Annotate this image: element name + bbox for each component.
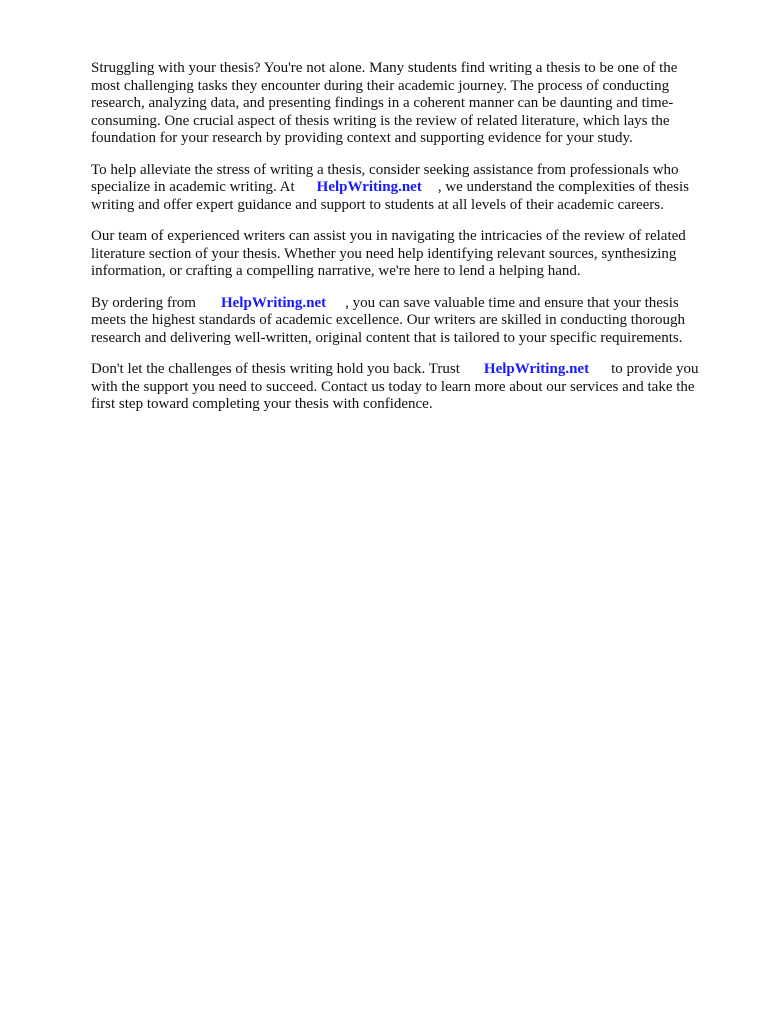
text-segment: By ordering from bbox=[91, 294, 196, 311]
text-line bbox=[91, 179, 731, 197]
text-line bbox=[91, 295, 731, 313]
text-line: information, or crafting a compelling narrative, we're here to lend a helping hand. bbox=[91, 263, 581, 279]
document-body bbox=[91, 60, 731, 428]
text-line: consuming. One crucial aspect of thesis writing is the review of related literature, which lays the bbox=[91, 112, 670, 129]
text-line: foundation for your research by providing context and supporting evidence for your study. bbox=[91, 130, 633, 146]
text-line bbox=[91, 361, 731, 379]
text-line: Struggling with your thesis? You're not alone. Many students find writing a thesis to be one of the bbox=[91, 60, 678, 76]
paragraph-assistance bbox=[91, 162, 731, 215]
text-line: To help alleviate the stress of writing a thesis, consider seeking assistance from professionals who bbox=[91, 161, 679, 178]
text-line: meets the highest standards of academic excellence. Our writers are skilled in conducting thorough bbox=[91, 312, 685, 328]
text-segment: , you can save valuable time and ensure that your thesis bbox=[345, 294, 679, 311]
text-line: Our team of experienced writers can assist you in navigating the intricacies of the review of related bbox=[91, 228, 686, 244]
text-line: research, analyzing data, and presenting findings in a coherent manner can be daunting and time- bbox=[91, 95, 674, 111]
paragraph-team bbox=[91, 228, 731, 281]
text-line: research and delivering well-written, original content that is tailored to your specific requirements. bbox=[91, 329, 683, 346]
text-segment: , we understand the complexities of thesis bbox=[437, 179, 690, 195]
paragraph-ordering bbox=[91, 295, 731, 348]
paragraph-intro bbox=[91, 60, 731, 148]
text-segment: specialize in academic writing. At bbox=[91, 179, 295, 195]
text-segment: Don't let the challenges of thesis writing hold you back. Trust bbox=[91, 361, 460, 377]
helpwriting-link[interactable]: HelpWriting.net bbox=[316, 179, 422, 195]
text-segment: to provide you bbox=[611, 361, 699, 377]
paragraph-closing bbox=[91, 361, 731, 414]
helpwriting-link[interactable]: HelpWriting.net bbox=[220, 294, 327, 311]
text-line: literature section of your thesis. Whether you need help identifying relevant sources, synthesizing bbox=[91, 245, 677, 262]
text-line: most challenging tasks they encounter during their academic journey. The process of conducting bbox=[91, 77, 670, 94]
text-line: first step toward completing your thesis with confidence. bbox=[91, 396, 433, 412]
text-line: with the support you need to succeed. Contact us today to learn more about our services and take the bbox=[91, 378, 695, 395]
text-line: writing and offer expert guidance and support to students at all levels of their academic careers. bbox=[91, 196, 664, 213]
helpwriting-link[interactable]: HelpWriting.net bbox=[483, 361, 590, 377]
